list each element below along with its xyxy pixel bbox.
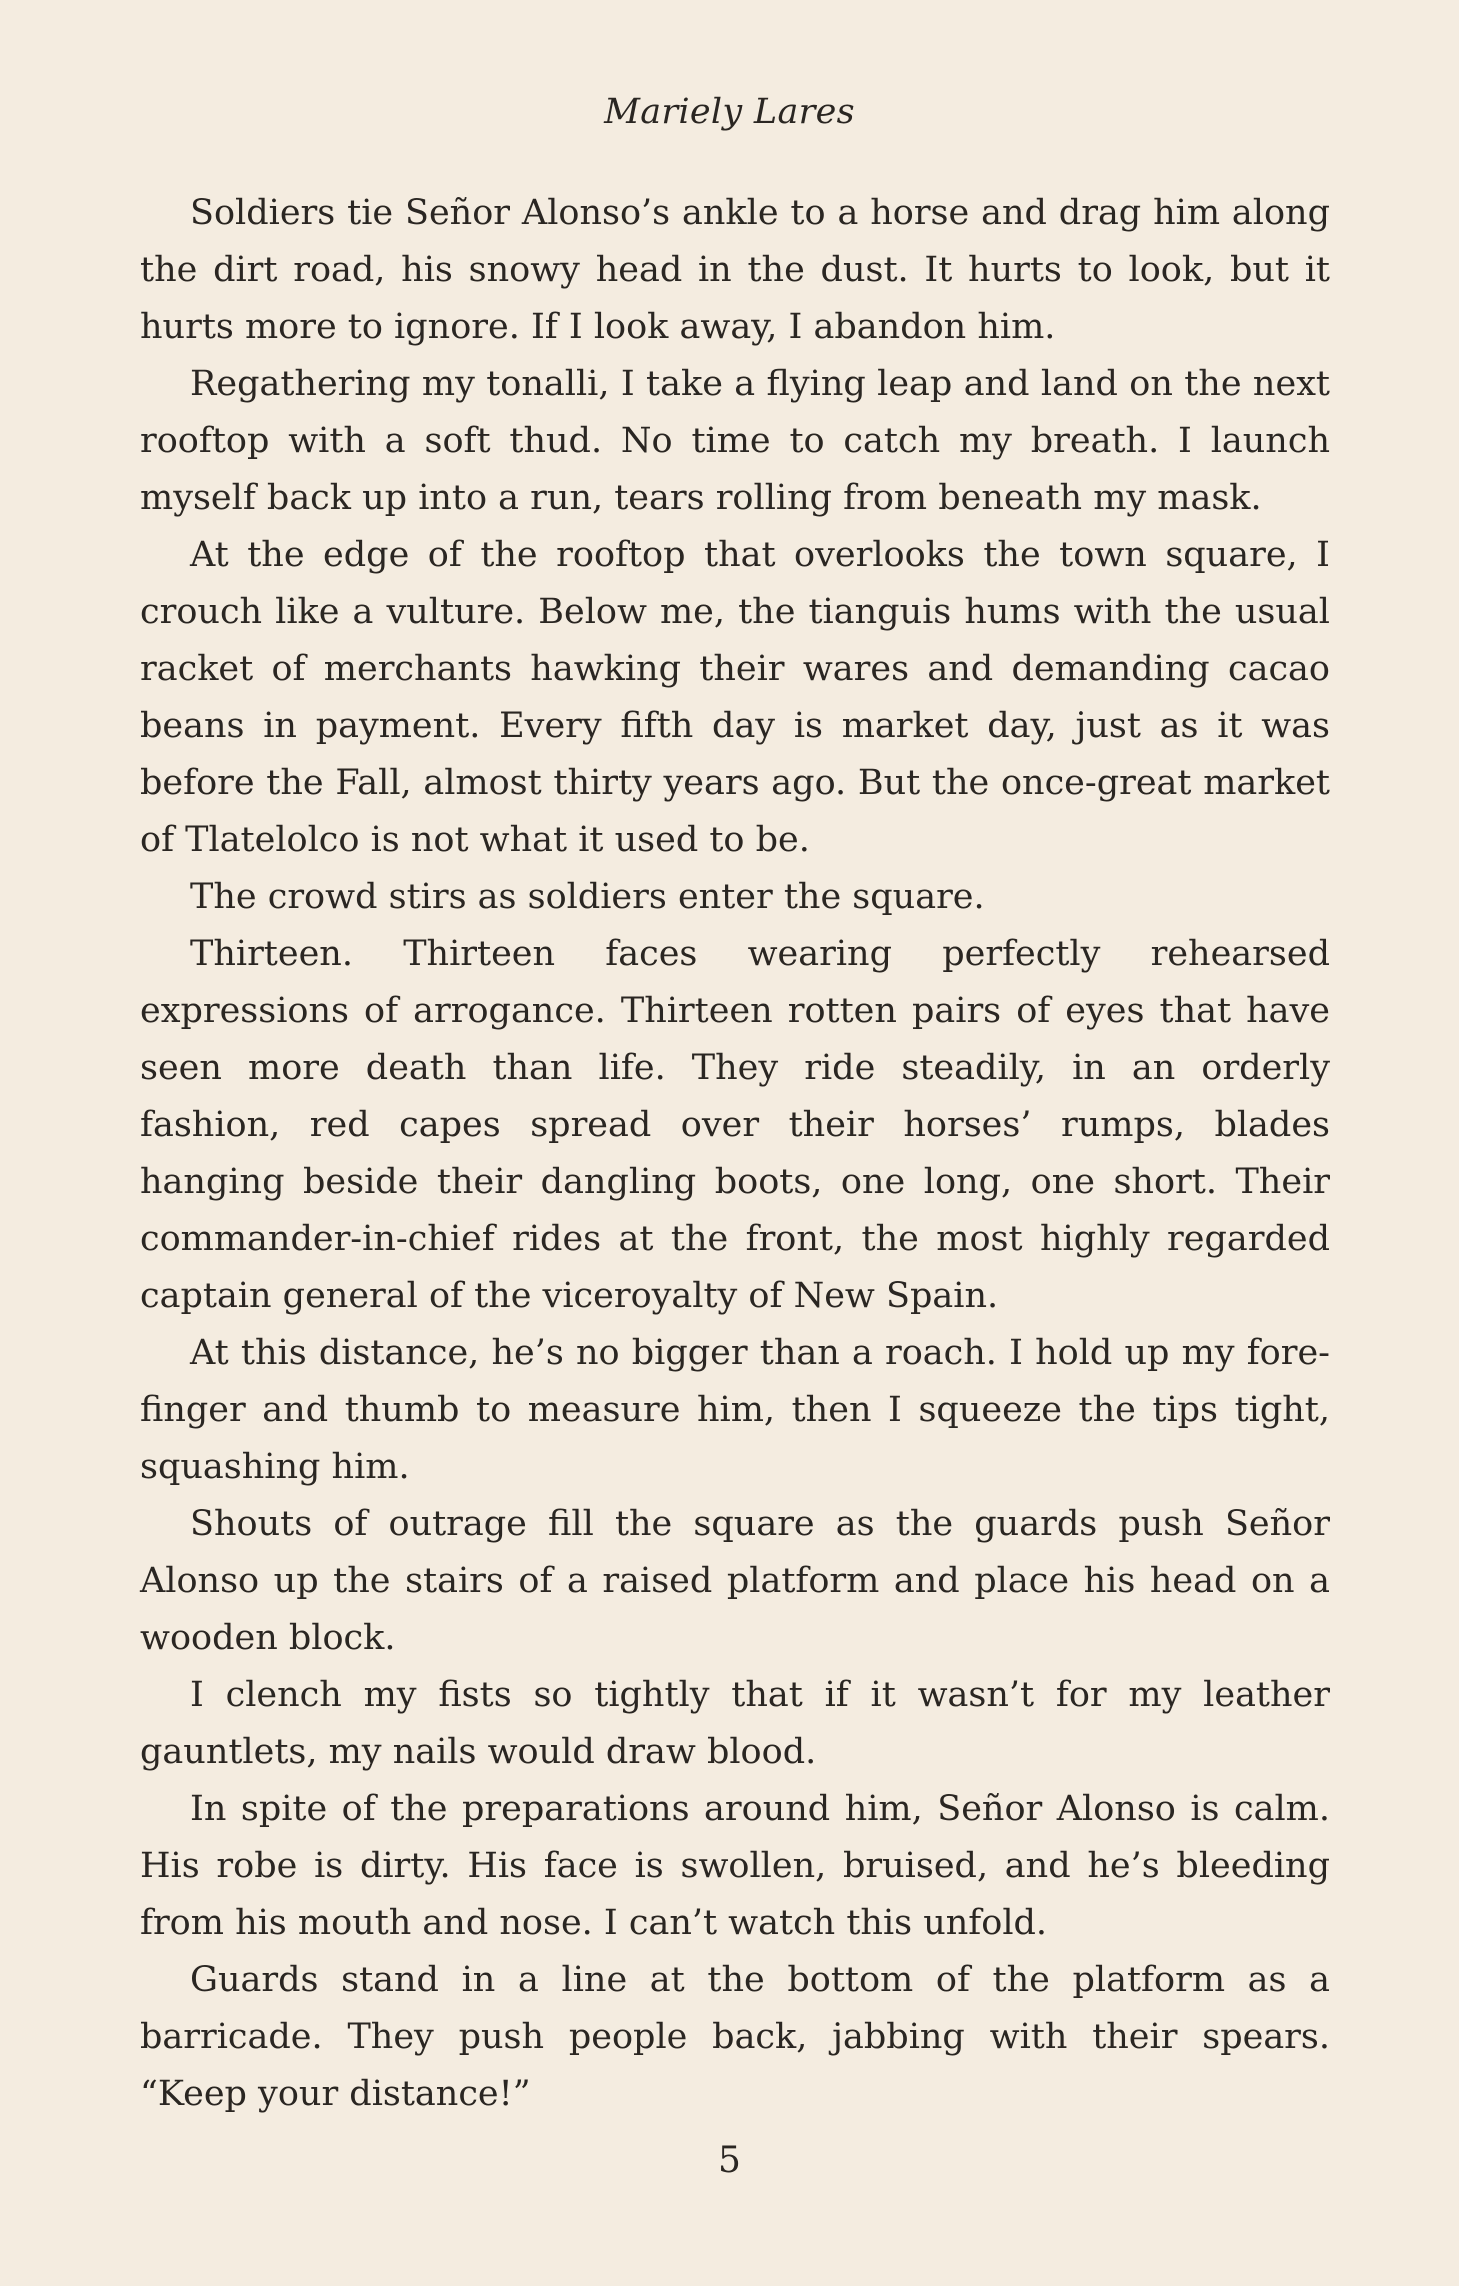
paragraph: Thirteen. Thirteen faces wearing perfectly rehearsed expressions of arrogance. Thirteen rotten pairs of eyes that have seen more death than life. They ride steadily, in an orderly fashion, red capes spread over their horses’ rumps, blades hanging beside their dangling boots, one long, one short. Their commander-in-chief rides at the front, the most highly regarded captain general of the viceroyalty of New Spain.	[140, 934, 1330, 1316]
paragraph: Guards stand in a line at the bottom of the platform as a barricade. They push people back, jabbing with their spears. “Keep your distance!”	[140, 1960, 1330, 2114]
paragraph: The crowd stirs as soldiers enter the square.	[190, 877, 985, 917]
body-text	[140, 185, 1330, 2123]
page-number: 5	[718, 2140, 741, 2181]
paragraph: Regathering my tonalli, I take a flying leap and land on the next rooftop with a soft thud. No time to catch my breath. I launch myself back up into a run, tears rolling from beneath my mask.	[140, 364, 1330, 518]
paragraph: At the edge of the rooftop that overlooks the town square, I crouch like a vulture. Below me, the tianguis hums with the usual racket of merchants hawking their wares and demanding cacao beans in payment. Every fifth day is market day, just as it was before the Fall, almost thirty years ago. But the once-great market of Tlatelolco is not what it used to be.	[140, 535, 1330, 860]
paragraph: Shouts of outrage fill the square as the guards push Señor Alonso up the stairs of a raised platform and place his head on a wooden block.	[140, 1504, 1330, 1658]
paragraph: Soldiers tie Señor Alonso’s ankle to a horse and drag him along the dirt road, his snowy head in the dust. It hurts to look, but it hurts more to ignore. If I look away, I abandon him.	[140, 193, 1330, 347]
paragraph: In spite of the preparations around him, Señor Alonso is calm. His robe is dirty. His face is swollen, bruised, and he’s bleeding from his mouth and nose. I can’t watch this unfold.	[140, 1789, 1330, 1943]
paragraph: At this distance, he’s no bigger than a roach. I hold up my forefinger and thumb to measure him, then I squeeze the tips tight, squashing him.	[140, 1333, 1330, 1487]
running-head-author: Mariely Lares	[604, 92, 855, 132]
paragraph: I clench my fists so tightly that if it wasn’t for my leather gauntlets, my nails would draw blood.	[140, 1675, 1330, 1772]
